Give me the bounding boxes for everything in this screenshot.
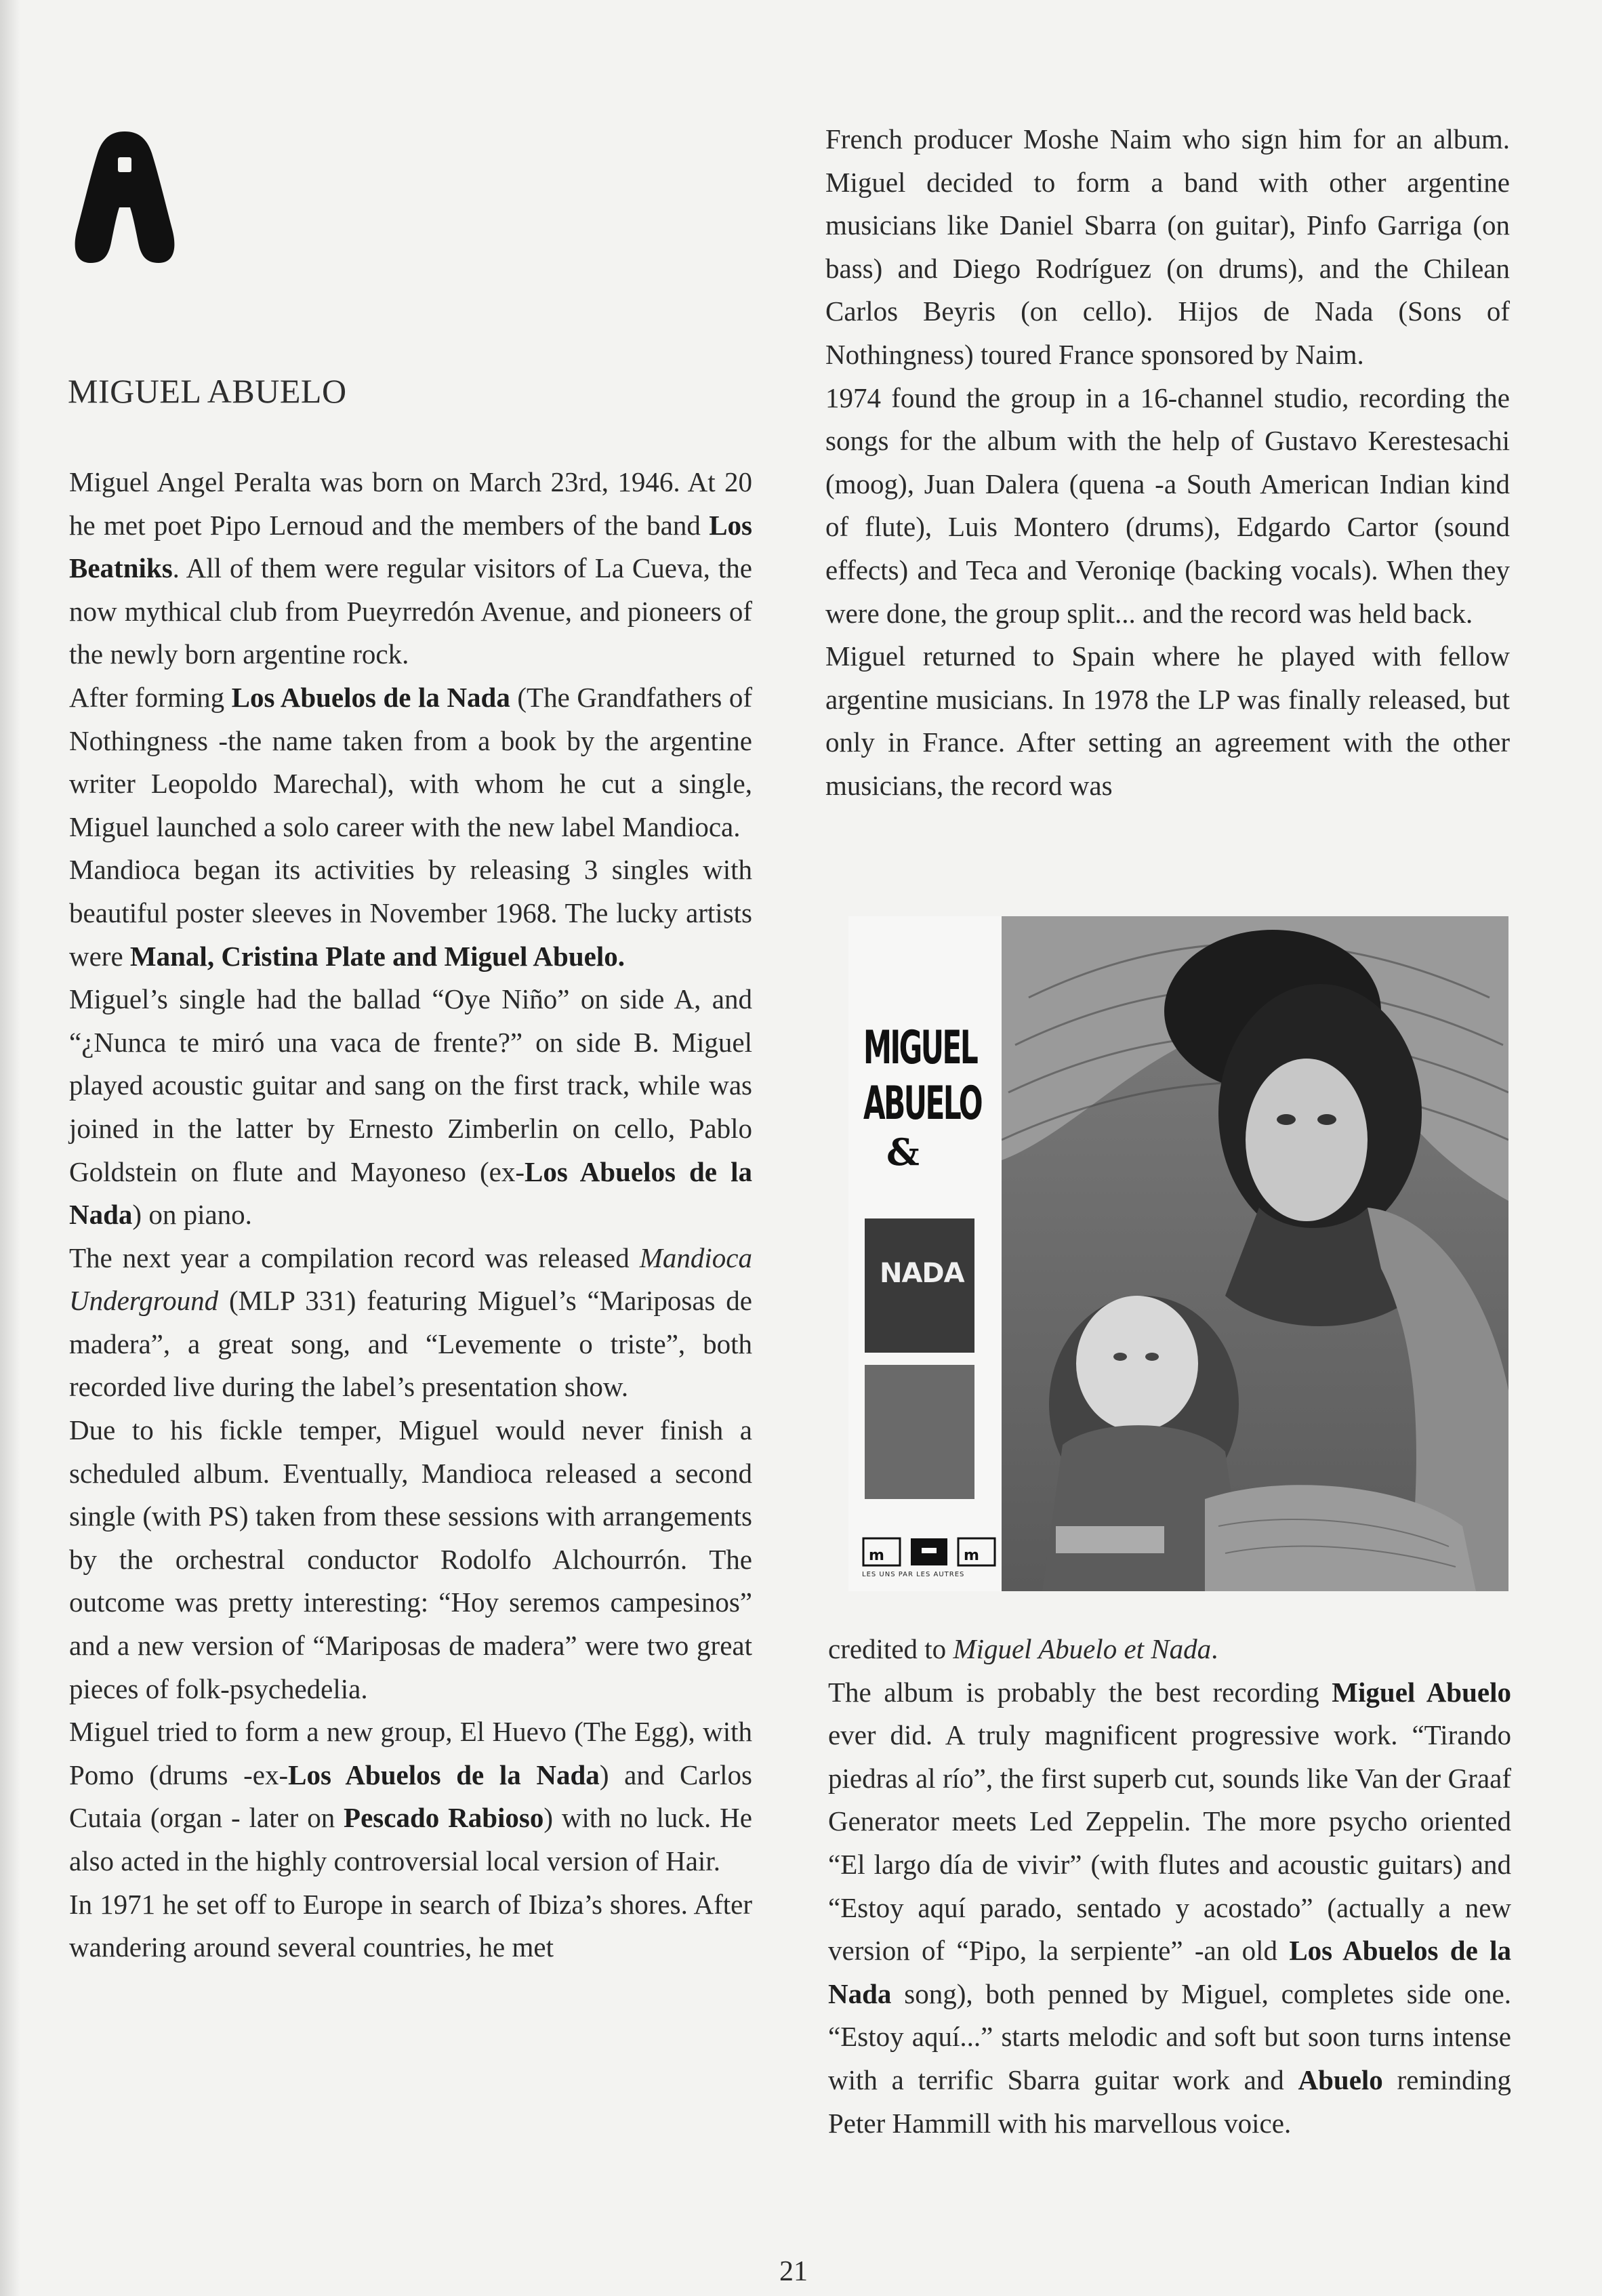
record-label-logo-icon xyxy=(862,1536,996,1568)
paragraph: Miguel tried to form a new group, El Huevo (The Egg), with Pomo (drums -ex-Los Abuelos de la Nada) and Carlos Cutaia (organ - later on Pescado Rabioso) with no luck. He also acted in the highly controversial local version of Hair. xyxy=(69,1716,752,1877)
page-number: 21 xyxy=(779,2256,808,2287)
paragraph: Miguel returned to Spain where he played with fellow argentine musicians. In 1978 the LP was finally released, but only in France. After setting an agreement with the other musicians, the record was xyxy=(825,640,1510,801)
album-cover xyxy=(848,916,1508,1591)
paragraph: credited to Miguel Abuelo et Nada. xyxy=(828,1633,1218,1664)
paragraph: Miguel’s single had the ballad “Oye Niño” on side A, and “¿Nunca te miró una vaca de frente?” on side B. Miguel played acoustic guitar and sang on the first track, while was joined in the latter by Ernesto Zimberlin on cello, Pablo Goldstein on flute and Mayoneso (ex-Los Abuelos de la Nada) on piano. xyxy=(69,983,752,1231)
paragraph: Miguel Angel Peralta was born on March 23rd, 1946. At 20 he met poet Pipo Lernoud and the members of the band Los Beatniks. All of them were regular visitors of La Cueva, the now mythical club from Pueyrredón Avenue, and pioneers of the newly born argentine rock. xyxy=(69,466,752,670)
paragraph: 1974 found the group in a 16-channel studio, recording the songs for the album with the help of Gustavo Kerestesachi (moog), Juan Dalera (quena -a South American Indian kind of flute), Luis Montero (drums), Edgardo Cartor (sound effects) and Teca and Veroniqe (backing vocals). When they were done, the group split... and the record was held back. xyxy=(825,382,1510,629)
album-cover-artist-line2: ABUELO xyxy=(863,1077,982,1130)
svg-text:m: m xyxy=(869,1547,884,1564)
paragraph: The album is probably the best recording Miguel Abuelo ever did. A truly magnificent progressive work. “Tirando piedras al río”, the first superb cut, sounds like Van der Graaf Generator meets Led Zeppelin. The more psycho oriented “El largo día de vivir” (with flutes and acoustic guitars) and “Estoy aquí parado, sentado y acostado” (actually a new version of “Pipo, la serpiente” -an old Los Abuelos de la Nada song), both penned by Miguel, completes side one. “Estoy aquí...” starts melodic and soft but soon turns intense with a terrific Sbarra guitar work and Abuelo reminding Peter Hammill with his marvellous voice. xyxy=(828,1676,1512,2139)
page-edge-shadow xyxy=(0,0,20,2296)
band-photo-thumbnail xyxy=(865,1365,974,1499)
paragraph: In 1971 he set off to Europe in search of Ibiza’s shores. After wandering around several countries, he met xyxy=(69,1888,752,1963)
paragraph: The next year a compilation record was released Mandioca Underground (MLP 331) featuring Miguel’s “Mariposas de madera”, a great song, and “Levemente o triste”, both recorded live during the label’s presentation show. xyxy=(69,1242,752,1403)
paragraph: French producer Moshe Naim who sign him for an album. Miguel decided to form a band with other argentine musicians like Daniel Sbarra (on guitar), Pinfo Garriga (on bass) and Diego Rodríguez (on drums), and the Chilean Carlos Beyris (on cello). Hijos de Nada (Sons of Nothingness) toured France sponsored by Naim. xyxy=(825,123,1510,370)
record-label-text: LES UNS PAR LES AUTRES xyxy=(862,1571,965,1578)
paragraph: After forming Los Abuelos de la Nada (The Grandfathers of Nothingness -the name taken from a book by the argentine writer Leopoldo Marechal), with whom he cut a single, Miguel launched a solo career with the new label Mandioca. xyxy=(69,681,753,842)
album-cover-band-name: NADA xyxy=(880,1258,964,1289)
album-cover-ampersand: & xyxy=(886,1130,920,1174)
album-cover-artist-line1: MIGUEL xyxy=(863,1021,977,1075)
section-letter-a-icon xyxy=(70,127,179,270)
right-column-bottom xyxy=(828,1628,1511,2145)
album-cover-photo xyxy=(1002,916,1508,1591)
album-cover-artist xyxy=(863,1021,982,1132)
left-column xyxy=(69,461,752,1969)
paragraph: Due to his fickle temper, Miguel would never finish a scheduled album. Eventually, Mandioca released a second single (with PS) taken from these sessions with arrangements by the orchestral conductor Rodolfo Alchourrón. The outcome was pretty interesting: “Hoy seremos campesinos” and a new version of “Mariposas de madera” were two great pieces of folk-psychedelia. xyxy=(69,1414,752,1704)
paragraph: Mandioca began its activities by releasing 3 singles with beautiful poster sleeves in November 1968. The lucky artists were Manal, Cristina Plate and Miguel Abuelo. xyxy=(69,854,752,972)
svg-text:m: m xyxy=(964,1547,979,1564)
article-title: MIGUEL ABUELO xyxy=(68,372,347,410)
right-column-top xyxy=(825,118,1510,808)
